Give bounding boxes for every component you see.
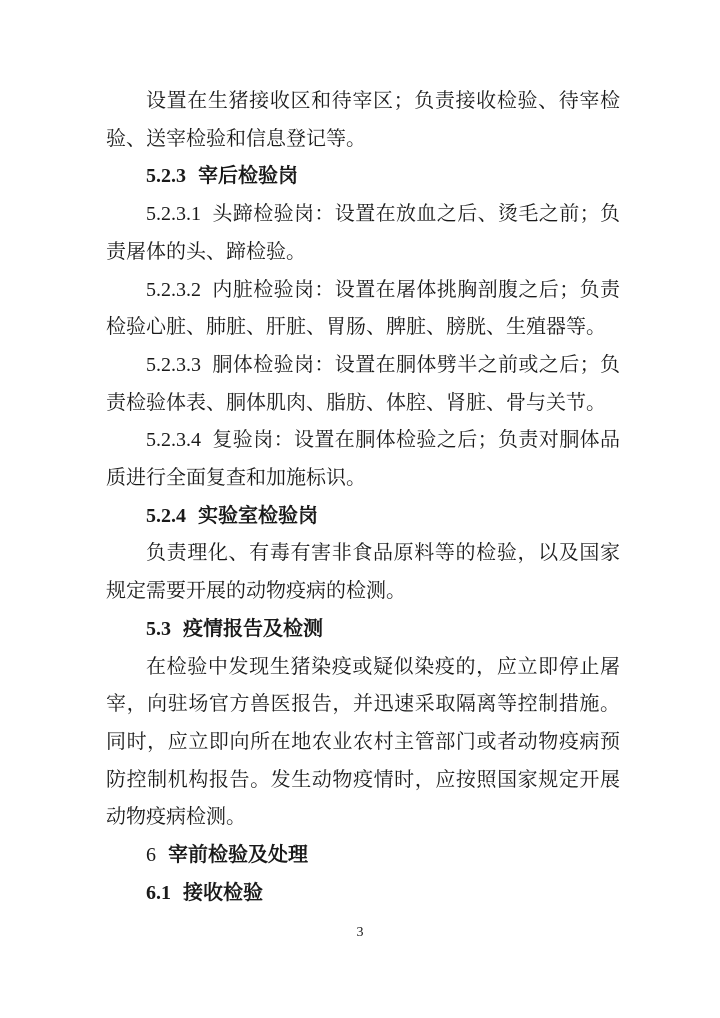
heading-epidemic-report	[106, 611, 620, 649]
heading-number: 6	[146, 844, 156, 867]
heading-text: 疫情报告及检测	[183, 617, 323, 640]
paragraph-recheck-post	[106, 422, 620, 497]
clause-number: 5.2.3.4	[146, 429, 201, 452]
paragraph-carcass-post	[106, 347, 620, 422]
paragraph-viscera-post	[106, 272, 620, 347]
paragraph-text: 头蹄检验岗：设置在放血之后、烫毛之前；负责屠体的头、蹄检验。	[106, 203, 620, 263]
heading-ante-mortem-inspection	[106, 837, 620, 875]
heading-post-mortem-inspection	[106, 158, 620, 196]
paragraph-laboratory-duties	[106, 535, 620, 610]
heading-text: 接收检验	[183, 881, 263, 904]
heading-number: 5.2.4	[146, 504, 186, 527]
heading-text: 宰前检验及处理	[168, 844, 308, 867]
paragraph-text: 复验岗：设置在胴体检验之后；负责对胴体品质进行全面复查和加施标识。	[106, 429, 620, 490]
heading-text: 宰后检验岗	[198, 165, 298, 188]
paragraph-text: 负责理化、有毒有害非食品原料等的检验，以及国家规定需要开展的动物疫病的检测。	[106, 542, 620, 603]
page-number: 3	[356, 925, 364, 940]
heading-laboratory-inspection	[106, 498, 620, 536]
heading-text: 实验室检验岗	[198, 504, 318, 527]
heading-receiving-inspection	[106, 875, 620, 913]
heading-number: 5.2.3	[146, 165, 186, 188]
clause-number: 5.2.3.1	[146, 203, 201, 226]
page-footer	[0, 925, 720, 941]
paragraph-text: 内脏检验岗：设置在屠体挑胸剖腹之后；负责检验心脏、肺脏、肝脏、胃肠、脾脏、膀胱、生殖器等。	[106, 278, 620, 339]
clause-number: 5.2.3.3	[146, 353, 201, 376]
heading-number: 5.3	[146, 617, 171, 640]
paragraph-head-hoof-post	[106, 196, 620, 271]
paragraph-text: 胴体检验岗：设置在胴体劈半之前或之后；负责检验体表、胴体肌肉、脂肪、体腔、肾脏、骨与关节。	[106, 353, 620, 414]
paragraph-text: 设置在生猪接收区和待宰区；负责接收检验、待宰检验、送宰检验和信息登记等。	[106, 90, 620, 150]
paragraph-epidemic-procedure	[106, 649, 620, 838]
paragraph-receiving-duties	[106, 83, 620, 158]
document-content	[106, 0, 620, 912]
paragraph-text: 在检验中发现生猪染疫或疑似染疫的，应立即停止屠宰，向驻场官方兽医报告，并迅速采取隔离等控制措施。同时，应立即向所在地农业农村主管部门或者动物疫病预防控制机构报告。发生动物疫情时，应按照国家规定开展动物疫病检测。	[106, 655, 620, 829]
heading-number: 6.1	[146, 881, 171, 904]
clause-number: 5.2.3.2	[146, 278, 201, 301]
